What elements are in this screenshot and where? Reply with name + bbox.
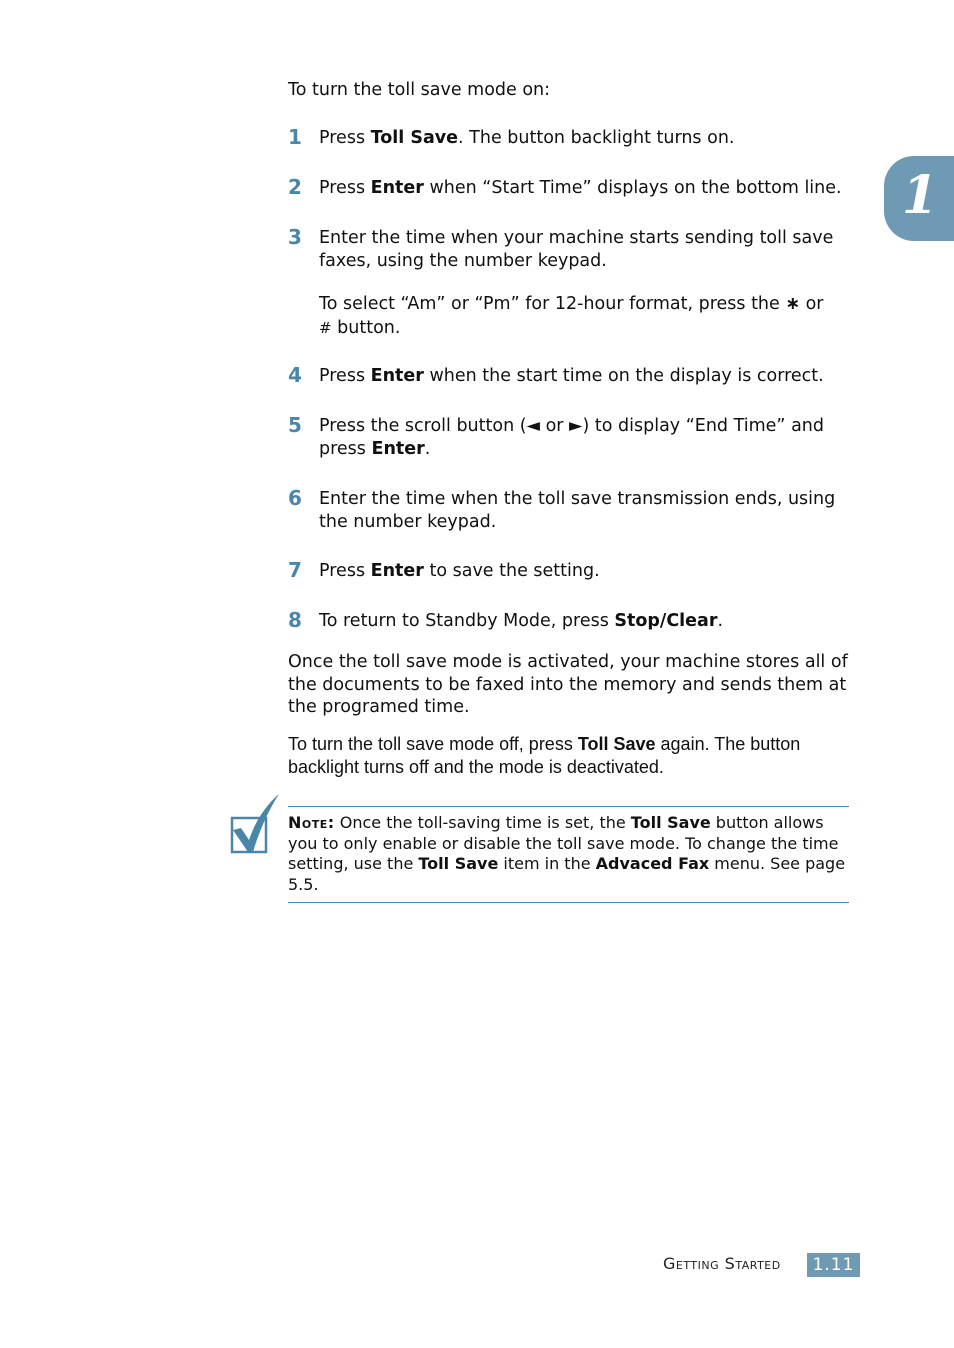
step-number: 1	[288, 125, 302, 149]
note-top-rule	[288, 806, 849, 807]
intro-text: To turn the toll save mode on:	[288, 80, 551, 100]
footer-section-label: Getting Started	[663, 1254, 781, 1273]
step-number: 3	[288, 225, 302, 249]
step-5-text: Press the scroll button (◄ or ►) to display “End Time” and press Enter.	[319, 416, 824, 459]
step-7-text: Press Enter to save the setting.	[319, 561, 600, 581]
step-3-text: Enter the time when your machine starts sending toll save faxes, using the number keypad.	[319, 228, 834, 271]
step-6-text: Enter the time when the toll save transmission ends, using the number keypad.	[319, 489, 836, 532]
note-text: Note: Once the toll-saving time is set, the Toll Save button allows you to only enable or disable the toll save mode. To change the time setting, use the Toll Save item in the Advaced Fax menu. See page 5.5.	[288, 813, 846, 894]
hash-key-icon: #	[319, 319, 332, 337]
step-3-subtext: To select “Am” or “Pm” for 12-hour format, press the ∗ or # button.	[319, 294, 824, 338]
step-1-text: Press Toll Save. The button backlight turns on.	[319, 128, 735, 148]
step-number: 2	[288, 175, 302, 199]
step-number: 5	[288, 413, 302, 437]
step-number: 6	[288, 486, 302, 510]
paragraph-turn-off: To turn the toll save mode off, press Toll Save again. The button backlight turns off and the mode is deactivated.	[288, 734, 801, 777]
chapter-number: 1	[901, 165, 939, 226]
footer-page-number: 1.11	[807, 1253, 860, 1277]
note-bottom-rule	[288, 902, 849, 903]
step-4-text: Press Enter when the start time on the display is correct.	[319, 366, 824, 386]
step-number: 7	[288, 558, 302, 582]
checkmark-note-icon	[229, 792, 281, 856]
step-2-text: Press Enter when “Start Time” displays on the bottom line.	[319, 178, 842, 198]
step-number: 4	[288, 363, 302, 387]
step-8-text: To return to Standby Mode, press Stop/Clear.	[319, 611, 724, 631]
star-key-icon: ∗	[785, 294, 801, 314]
paragraph-activated: Once the toll save mode is activated, your machine stores all of the documents to be faxed into the memory and sends them at the programed time.	[288, 652, 848, 717]
note-label: Note:	[288, 813, 335, 832]
step-number: 8	[288, 608, 302, 632]
